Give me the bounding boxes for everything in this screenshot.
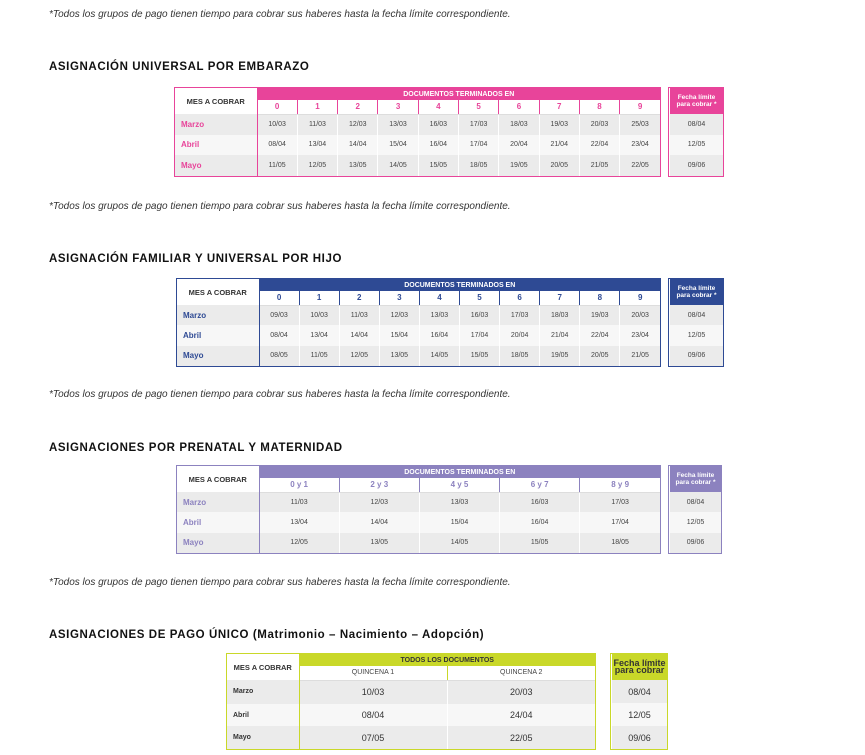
table-row xyxy=(227,726,595,749)
date-cell: 14/05 xyxy=(419,346,459,366)
deadline-column xyxy=(668,278,724,367)
deadline-cell: 08/04 xyxy=(612,680,668,703)
digit-column-header: QUINCENA 2 xyxy=(447,666,595,680)
date-cell: 21/05 xyxy=(579,155,619,176)
date-cell: 21/04 xyxy=(539,135,579,156)
date-cell: 22/04 xyxy=(579,135,619,156)
date-cell: 15/05 xyxy=(500,533,580,553)
digit-column-header: 1 xyxy=(299,291,339,305)
table-row xyxy=(177,305,660,325)
digit-column-header: 1 xyxy=(297,100,337,114)
date-cell: 13/05 xyxy=(379,346,419,366)
digit-column-header: 8 xyxy=(579,100,619,114)
date-cell: 19/05 xyxy=(540,346,580,366)
date-cell: 13/05 xyxy=(339,533,419,553)
month-label: Mayo xyxy=(177,346,259,366)
date-cell: 08/05 xyxy=(259,346,299,366)
table-row xyxy=(227,680,595,704)
date-cell: 16/03 xyxy=(459,305,499,325)
date-cell: 22/05 xyxy=(447,726,595,749)
date-cell: 20/03 xyxy=(620,305,660,325)
month-label: Marzo xyxy=(177,305,259,325)
month-label: Mayo xyxy=(175,155,257,176)
dates-grid xyxy=(226,653,596,750)
date-cell: 16/04 xyxy=(500,512,580,532)
date-cell: 17/03 xyxy=(500,305,540,325)
deadline-cell: 09/06 xyxy=(670,346,724,366)
table-row xyxy=(177,512,660,532)
deadline-column xyxy=(668,465,722,554)
month-label: Abril xyxy=(175,135,257,156)
dates-grid xyxy=(176,465,661,554)
table-row xyxy=(175,135,660,156)
deadline-cell: 12/05 xyxy=(670,512,722,532)
deadline-cell: 12/05 xyxy=(670,325,724,345)
digit-column-header: 7 xyxy=(539,100,579,114)
month-column-header: MES A COBRAR xyxy=(177,466,259,492)
dates-grid xyxy=(176,278,661,367)
month-label: Marzo xyxy=(177,492,259,512)
month-label: Mayo xyxy=(227,726,299,749)
footnote: *Todos los grupos de pago tienen tiempo para cobrar sus haberes hasta la fecha límite correspondiente. xyxy=(49,201,511,212)
date-cell: 07/05 xyxy=(299,726,447,749)
date-cell: 08/04 xyxy=(257,135,297,156)
digit-column-header: 4 xyxy=(419,291,459,305)
date-cell: 22/04 xyxy=(580,325,620,345)
date-cell: 13/03 xyxy=(419,305,459,325)
date-cell: 14/04 xyxy=(338,135,378,156)
date-cell: 17/03 xyxy=(458,114,498,135)
digit-column-header: 9 xyxy=(620,100,660,114)
digit-column-header: 3 xyxy=(379,291,419,305)
month-label: Abril xyxy=(177,325,259,345)
digit-column-header: 5 xyxy=(458,100,498,114)
documents-header-band: TODOS LOS DOCUMENTOS xyxy=(299,654,595,666)
date-cell: 12/05 xyxy=(259,533,339,553)
month-label: Marzo xyxy=(175,114,257,135)
date-cell: 20/03 xyxy=(579,114,619,135)
date-cell: 18/05 xyxy=(580,533,660,553)
date-cell: 20/03 xyxy=(447,680,595,704)
date-cell: 12/03 xyxy=(339,492,419,512)
date-cell: 08/04 xyxy=(299,704,447,727)
digit-column-header: 0 y 1 xyxy=(259,478,339,492)
digit-column-header: 4 xyxy=(418,100,458,114)
table-row xyxy=(175,114,660,135)
date-cell: 17/04 xyxy=(458,135,498,156)
date-cell: 15/05 xyxy=(459,346,499,366)
date-cell: 23/04 xyxy=(620,325,660,345)
date-cell: 12/05 xyxy=(297,155,337,176)
table-row xyxy=(177,492,660,512)
date-cell: 18/05 xyxy=(500,346,540,366)
date-cell: 10/03 xyxy=(299,305,339,325)
digit-column-header: 4 y 5 xyxy=(419,478,499,492)
date-cell: 18/03 xyxy=(499,114,539,135)
deadline-column xyxy=(668,87,724,177)
digit-column-header: QUINCENA 1 xyxy=(299,666,447,680)
date-cell: 20/05 xyxy=(539,155,579,176)
digit-column-header: 2 xyxy=(338,100,378,114)
date-cell: 13/05 xyxy=(338,155,378,176)
deadline-header: Fecha límite para cobrar * xyxy=(670,466,722,492)
section-title: ASIGNACIÓN FAMILIAR Y UNIVERSAL POR HIJO xyxy=(49,253,343,265)
dates-grid xyxy=(174,87,661,177)
table-row xyxy=(177,533,660,553)
date-cell: 20/04 xyxy=(500,325,540,345)
date-cell: 14/04 xyxy=(339,512,419,532)
date-cell: 19/03 xyxy=(580,305,620,325)
digit-column-header: 5 xyxy=(459,291,499,305)
footnote: *Todos los grupos de pago tienen tiempo para cobrar sus haberes hasta la fecha límite correspondiente. xyxy=(49,9,511,20)
month-column-header: MES A COBRAR xyxy=(175,88,257,114)
deadline-header: Fecha límite para cobrar * xyxy=(670,88,724,114)
deadline-column xyxy=(610,653,668,750)
deadline-cell: 09/06 xyxy=(670,533,722,553)
date-cell: 14/05 xyxy=(419,533,499,553)
deadline-header: Fecha límite para cobrar * xyxy=(670,279,724,305)
table-row xyxy=(177,325,660,345)
documents-header-band: DOCUMENTOS TERMINADOS EN xyxy=(259,466,660,478)
deadline-cell: 12/05 xyxy=(670,135,724,156)
digit-column-header: 6 xyxy=(500,291,540,305)
date-cell: 18/05 xyxy=(458,155,498,176)
deadline-cell: 08/04 xyxy=(670,305,724,325)
date-cell: 25/03 xyxy=(620,114,660,135)
date-cell: 13/04 xyxy=(299,325,339,345)
date-cell: 13/04 xyxy=(259,512,339,532)
date-cell: 11/03 xyxy=(339,305,379,325)
deadline-cell: 12/05 xyxy=(612,703,668,726)
deadline-header: Fecha límite para cobrar xyxy=(612,654,668,680)
date-cell: 12/05 xyxy=(339,346,379,366)
month-label: Marzo xyxy=(227,680,299,704)
date-cell: 11/05 xyxy=(257,155,297,176)
table-row xyxy=(175,155,660,176)
date-cell: 22/05 xyxy=(620,155,660,176)
date-cell: 15/04 xyxy=(378,135,418,156)
date-cell: 10/03 xyxy=(299,680,447,704)
documents-header-band: DOCUMENTOS TERMINADOS EN xyxy=(257,88,660,100)
date-cell: 13/04 xyxy=(297,135,337,156)
table-row xyxy=(177,346,660,366)
date-cell: 19/05 xyxy=(499,155,539,176)
date-cell: 11/03 xyxy=(259,492,339,512)
month-label: Abril xyxy=(177,512,259,532)
date-cell: 20/05 xyxy=(580,346,620,366)
digit-column-header: 3 xyxy=(378,100,418,114)
digit-column-header: 2 xyxy=(339,291,379,305)
date-cell: 18/03 xyxy=(540,305,580,325)
digit-column-header: 6 xyxy=(499,100,539,114)
date-cell: 11/03 xyxy=(297,114,337,135)
footnote: *Todos los grupos de pago tienen tiempo para cobrar sus haberes hasta la fecha límite correspondiente. xyxy=(49,389,511,400)
digit-column-header: 9 xyxy=(620,291,660,305)
digit-column-header: 7 xyxy=(540,291,580,305)
date-cell: 09/03 xyxy=(259,305,299,325)
date-cell: 20/04 xyxy=(499,135,539,156)
digit-column-header: 8 xyxy=(580,291,620,305)
month-column-header: MES A COBRAR xyxy=(177,279,259,305)
digit-column-header: 0 xyxy=(257,100,297,114)
date-cell: 21/05 xyxy=(620,346,660,366)
date-cell: 12/03 xyxy=(379,305,419,325)
date-cell: 17/04 xyxy=(580,512,660,532)
date-cell: 15/05 xyxy=(418,155,458,176)
documents-header-band: DOCUMENTOS TERMINADOS EN xyxy=(259,279,660,291)
footnote: *Todos los grupos de pago tienen tiempo para cobrar sus haberes hasta la fecha límite correspondiente. xyxy=(49,577,511,588)
deadline-cell: 09/06 xyxy=(612,726,668,749)
digit-column-header: 8 y 9 xyxy=(580,478,660,492)
date-cell: 16/04 xyxy=(419,325,459,345)
date-cell: 14/04 xyxy=(339,325,379,345)
date-cell: 14/05 xyxy=(378,155,418,176)
date-cell: 21/04 xyxy=(540,325,580,345)
date-cell: 08/04 xyxy=(259,325,299,345)
table-row xyxy=(227,704,595,727)
date-cell: 24/04 xyxy=(447,704,595,727)
deadline-cell: 08/04 xyxy=(670,492,722,512)
section-title: ASIGNACIÓN UNIVERSAL POR EMBARAZO xyxy=(49,61,310,73)
deadline-cell: 09/06 xyxy=(670,155,724,176)
month-label: Mayo xyxy=(177,533,259,553)
section-title: ASIGNACIONES DE PAGO ÚNICO (Matrimonio – Nacimiento – Adopción) xyxy=(49,629,485,641)
digit-column-header: 2 y 3 xyxy=(339,478,419,492)
month-label: Abril xyxy=(227,704,299,727)
month-column-header: MES A COBRAR xyxy=(227,654,299,680)
date-cell: 11/05 xyxy=(299,346,339,366)
date-cell: 23/04 xyxy=(620,135,660,156)
date-cell: 10/03 xyxy=(257,114,297,135)
date-cell: 17/03 xyxy=(580,492,660,512)
section-title: ASIGNACIONES POR PRENATAL Y MATERNIDAD xyxy=(49,442,343,454)
date-cell: 16/04 xyxy=(418,135,458,156)
date-cell: 16/03 xyxy=(500,492,580,512)
digit-column-header: 6 y 7 xyxy=(500,478,580,492)
date-cell: 19/03 xyxy=(539,114,579,135)
date-cell: 15/04 xyxy=(379,325,419,345)
date-cell: 13/03 xyxy=(378,114,418,135)
date-cell: 16/03 xyxy=(418,114,458,135)
date-cell: 17/04 xyxy=(459,325,499,345)
date-cell: 12/03 xyxy=(338,114,378,135)
digit-column-header: 0 xyxy=(259,291,299,305)
date-cell: 15/04 xyxy=(419,512,499,532)
date-cell: 13/03 xyxy=(419,492,499,512)
deadline-cell: 08/04 xyxy=(670,114,724,135)
